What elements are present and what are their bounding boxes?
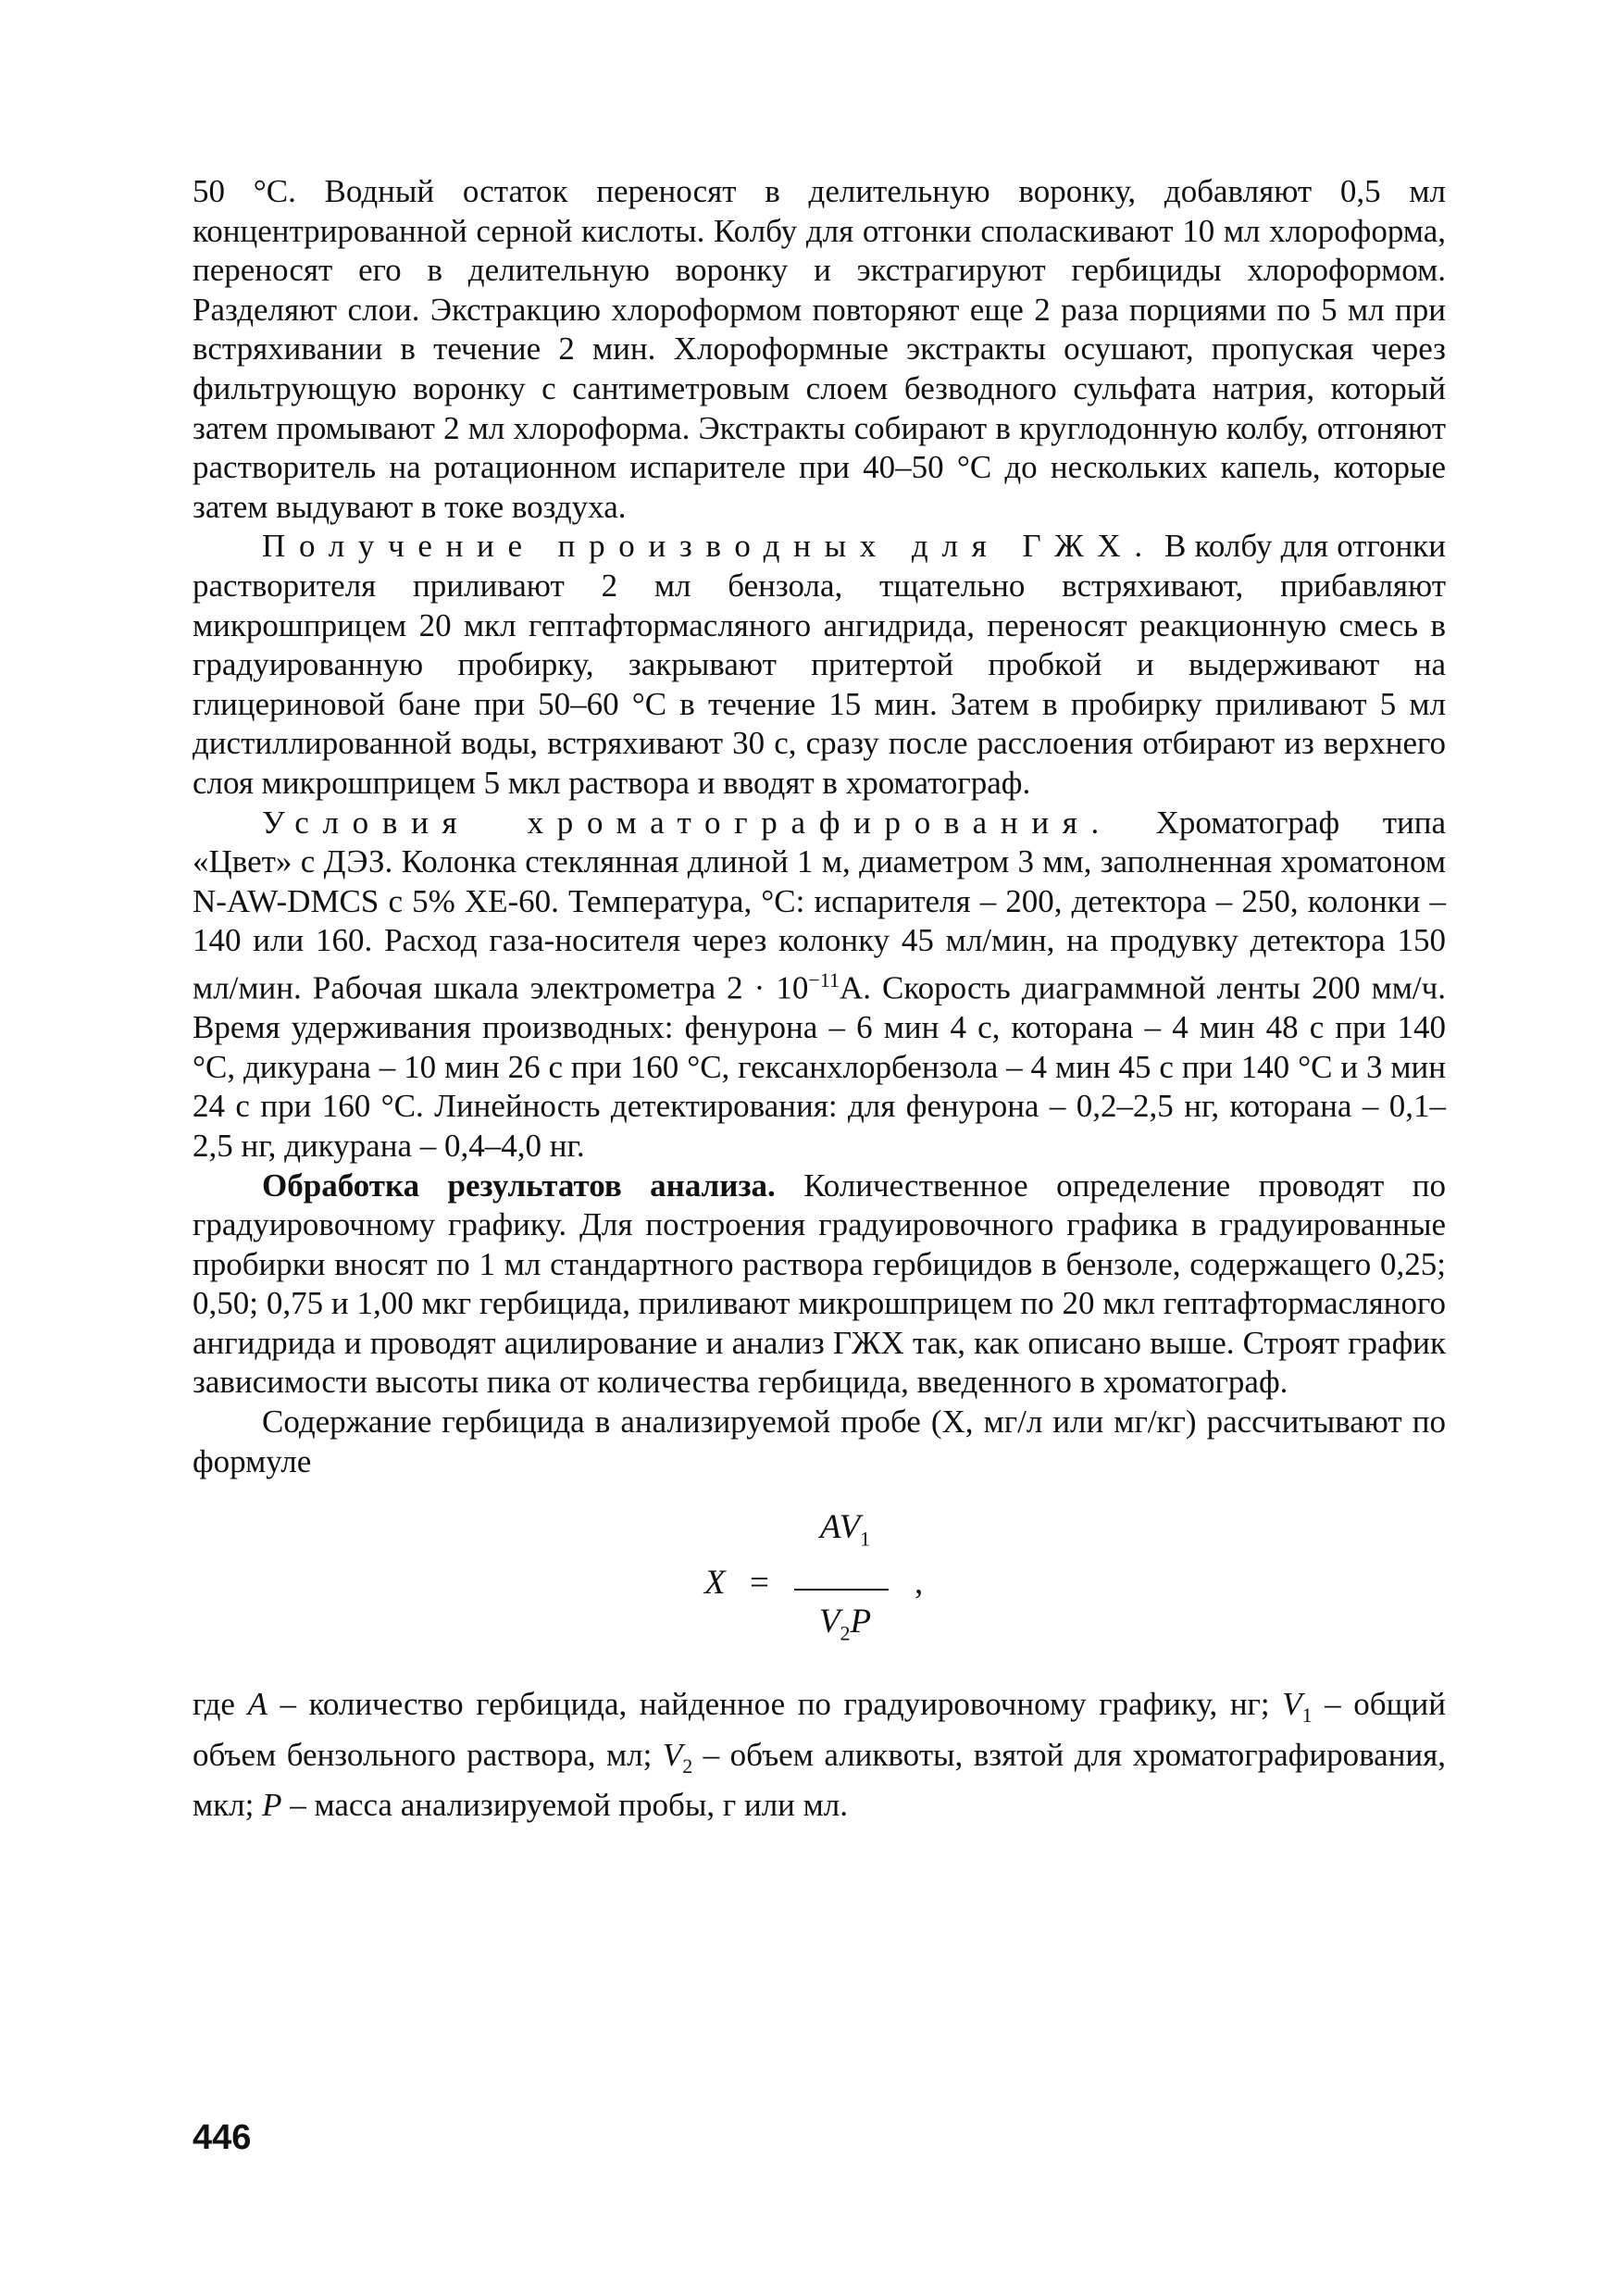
paragraph-derivatives-body: В колбу для отгонки растворителя приливают 2 мл бензола, тщательно встряхивают, прибавляют микрошприцем 20 мкл гептафтормасляного ангидрида, переносят реакционную смесь в градуированную пробирку, закрывают притертой пробкой и выдерживают на глицериновой бане при 50–60 °С в течение 15 мин. Затем в пробирку приливают 5 мл дистиллированной воды, встряхивают 30 с, сразу после расслоения отбирают из верхнего слоя микрошприцем 5 мкл раствора и вводят в хроматограф. [193, 528, 1446, 801]
formula-lhs: X [704, 1564, 726, 1603]
legend-var-v1-sub: 1 [1301, 1703, 1313, 1728]
formula-equals: = [750, 1564, 769, 1603]
exponent: −11 [808, 967, 840, 992]
formula-numerator [794, 1507, 896, 1551]
paragraph-conditions-body-2: А. Скорость диаграммной ленты 200 мм/ч. Время удерживания производных: фенурона – 6 мин 4 с, которана – 4 мин 48 с при 140 °С, дикурана – 10 мин 26 с при 160 °С, гексанхлорбензола – 4 мин 45 с при 140 °С и 3 мин 24 с при 160 °С. Линейность детектирования: для фенурона – 0,2–2,5 нг, которана – 0,1–2,5 нг, дикурана – 0,4–4,0 нг. [193, 969, 1446, 1164]
paragraph-processing [193, 1167, 1446, 1404]
heading-conditions: Условия хроматографирования. [262, 804, 1114, 841]
legend-var-a: A [247, 1686, 268, 1723]
legend-text-1: где [193, 1686, 248, 1723]
paragraph-content-formula-intro: Содержание гербицида в анализируемой пробе (X, мг/л или мг/кг) рассчитывают по формуле [193, 1404, 1446, 1479]
legend-var-p: P [262, 1787, 282, 1824]
legend-var-v2: V [662, 1736, 683, 1773]
legend-text-2: – количество гербицида, найденное по градуировочному графику, нг; [267, 1686, 1283, 1723]
paragraph-conditions-body: Хроматограф типа «Цвет» с ДЭЗ. Колонка стеклянная длиной 1 м, диаметром 3 мм, заполненная хроматоном N-AW-DMCS с 5% XE-60. Температура, °С: испарителя – 200, детектора – 250, колонки – 140 или 160. Расход газа-носителя через колонку 45 мл/мин, на продувку детектора 150 мл/мин. Рабочая шкала электрометра 2 · 10 [193, 804, 1446, 1006]
formula-numerator-sub: 1 [860, 1527, 871, 1551]
heading-derivatives: Получение производных для ГЖХ. [262, 528, 1156, 565]
formula-denominator-main: V [818, 1603, 840, 1641]
legend-var-v1: V [1282, 1686, 1302, 1723]
paragraph-derivatives [193, 527, 1446, 803]
formula-comma: , [915, 1564, 924, 1603]
paragraph-conditions [193, 804, 1446, 1167]
formula-numerator-main: AV [819, 1508, 861, 1547]
formula-denominator-tail: P [850, 1603, 872, 1641]
legend-var-v2-sub: 2 [682, 1753, 693, 1778]
heading-processing: Обработка результатов анализа. [262, 1167, 776, 1204]
formula-denominator [794, 1602, 896, 1645]
paragraph-legend [193, 1685, 1446, 1826]
formula [193, 1498, 1446, 1674]
legend-text-5: – масса анализируемой пробы, г или мл. [281, 1787, 849, 1824]
fraction-bar [794, 1589, 889, 1591]
document-page [193, 172, 1446, 1826]
legend-text-4: – объем аликвоты, взятой для хроматографирования, мкл; [193, 1736, 1446, 1824]
paragraph-processing-body: Количественное определение проводят по градуировочному графику. Для построения градуировочного графика в градуированные пробирки вносят по 1 мл стандартного раствора гербицидов в бензоле, содержащего 0,25; 0,50; 0,75 и 1,00 мкг гербицида, приливают микрошприцем по 20 мкл гептафтормасляного ангидрида и проводят ацилирование и анализ ГЖХ так, как описано выше. Строят график зависимости высоты пика от количества гербицида, введенного в хроматограф. [193, 1167, 1446, 1401]
page-number: 446 [193, 2118, 252, 2157]
legend-text-3: – общий объем бензольного раствора, мл; [193, 1686, 1446, 1773]
paragraph-extraction: 50 °С. Водный остаток переносят в делительную воронку, добавляют 0,5 мл концентрированной серной кислоты. Колбу для отгонки споласкивают 10 мл хлороформа, переносят его в делительную воронку и экстрагируют гербициды хлороформом. Разделяют слои. Экстракцию хлороформом повторяют еще 2 раза порциями по 5 мл при встряхивании в течение 2 мин. Хлороформные экстракты осушают, пропуская через фильтрующую воронку с сантиметровым слоем безводного сульфата натрия, который затем промывают 2 мл хлороформа. Экстракты собирают в круглодонную колбу, отгоняют растворитель на ротационном испарителе при 40–50 °С до нескольких капель, которые затем выдувают в токе воздуха. [193, 173, 1446, 525]
formula-denominator-sub: 2 [840, 1621, 851, 1645]
